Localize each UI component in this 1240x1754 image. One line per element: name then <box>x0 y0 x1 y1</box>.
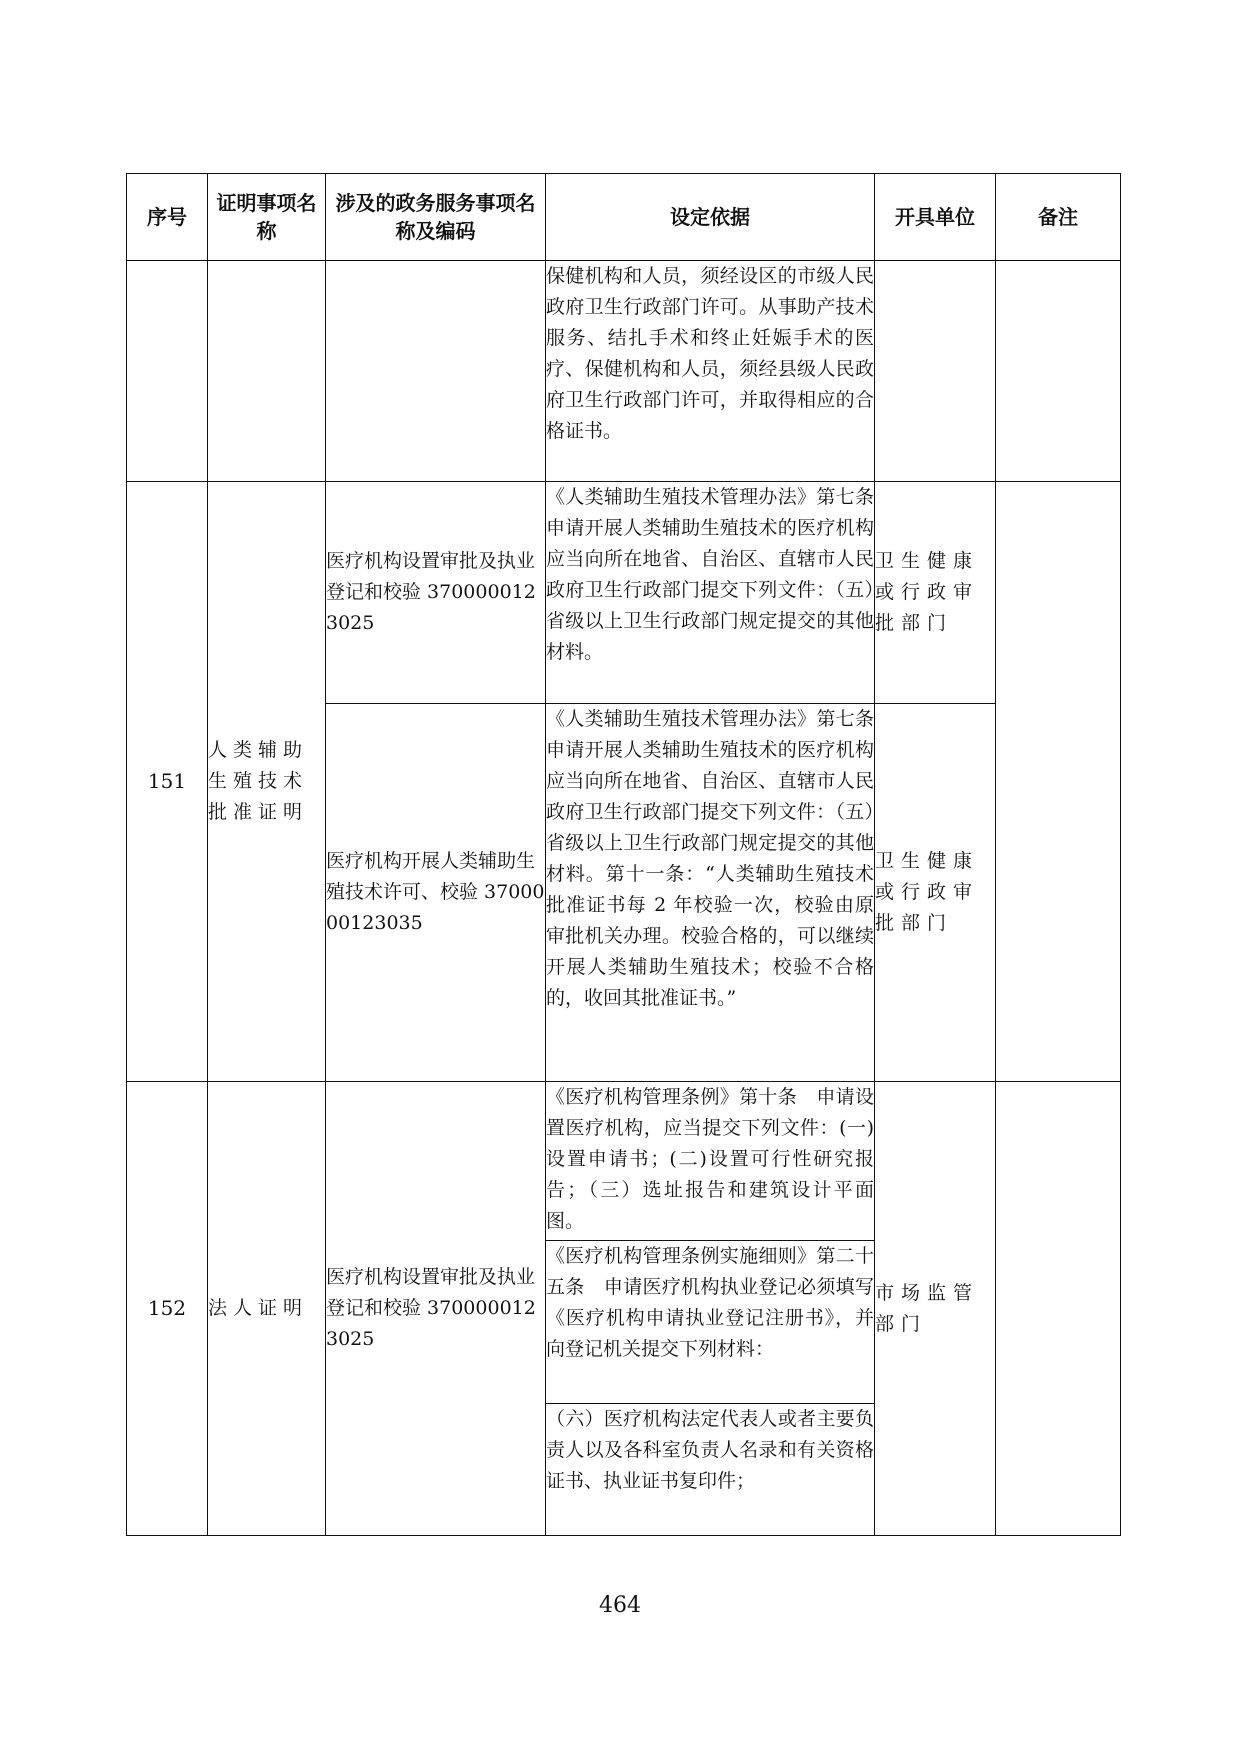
basis-cell: （六）医疗机构法定代表人或者主要负责人以及各科室负责人名录和有关资格证书、执业证书复印件； <box>546 1404 875 1536</box>
table-row <box>127 482 1121 704</box>
remark-cell <box>996 482 1121 1082</box>
issuing-unit-cell: 卫生健康或行政审批部门 <box>875 704 996 1082</box>
seq-cell <box>127 261 208 482</box>
service-cell: 医疗机构设置审批及执业登记和校验 3700000123025 <box>326 1082 546 1536</box>
service-cell: 医疗机构设置审批及执业登记和校验 3700000123025 <box>326 482 546 704</box>
certificate-name-cell <box>208 261 326 482</box>
issuing-unit-cell: 市场监管部门 <box>875 1082 996 1536</box>
page-number: 464 <box>599 1593 641 1618</box>
header-certificate-name: 证明事项名称 <box>208 174 326 261</box>
seq-cell: 152 <box>127 1082 208 1536</box>
remark-cell <box>996 261 1121 482</box>
basis-cell: 保健机构和人员，须经设区的市级人民政府卫生行政部门许可。从事助产技术服务、结扎手术和终止妊娠手术的医疗、保健机构和人员，须经县级人民政府卫生行政部门许可，并取得相应的合格证书。 <box>546 261 875 482</box>
basis-cell: 《人类辅助生殖技术管理办法》第七条 申请开展人类辅助生殖技术的医疗机构应当向所在地省、自治区、直辖市人民政府卫生行政部门提交下列文件：（五）省级以上卫生行政部门规定提交的其他材料。第十一条：“人类辅助生殖技术批准证书每 2 年校验一次，校验由原审批机关办理。校验合格的，可以继续开展人类辅助生殖技术；校验不合格的，收回其批准证书。” <box>546 704 875 1082</box>
table-row <box>127 1082 1121 1241</box>
table-header-row <box>127 174 1121 261</box>
header-remark: 备注 <box>996 174 1121 261</box>
certificate-name-cell: 法人证明 <box>208 1082 326 1536</box>
header-service-name-code: 涉及的政务服务事项名称及编码 <box>326 174 546 261</box>
seq-cell: 151 <box>127 482 208 1082</box>
basis-cell: 《医疗机构管理条例实施细则》第二十五条 申请医疗机构执业登记必须填写《医疗机构申请执业登记注册书》，并向登记机关提交下列材料： <box>546 1241 875 1404</box>
issuing-unit-cell: 卫生健康或行政审批部门 <box>875 482 996 704</box>
table-row-continuation <box>127 261 1121 482</box>
header-issuing-unit: 开具单位 <box>875 174 996 261</box>
remark-cell <box>996 1082 1121 1536</box>
header-seq: 序号 <box>127 174 208 261</box>
service-cell: 医疗机构开展人类辅助生殖技术许可、校验 3700000123035 <box>326 704 546 1082</box>
header-basis: 设定依据 <box>546 174 875 261</box>
basis-cell: 《医疗机构管理条例》第十条 申请设置医疗机构，应当提交下列文件：(一)设置申请书；(二)设置可行性研究报告；（三）选址报告和建筑设计平面图。 <box>546 1082 875 1241</box>
certificate-name-cell: 人类辅助生殖技术批准证明 <box>208 482 326 1082</box>
basis-cell: 《人类辅助生殖技术管理办法》第七条 申请开展人类辅助生殖技术的医疗机构应当向所在地省、自治区、直辖市人民政府卫生行政部门提交下列文件：（五）省级以上卫生行政部门规定提交的其他材料。 <box>546 482 875 704</box>
service-cell <box>326 261 546 482</box>
certificate-items-table <box>126 173 1121 1536</box>
issuing-unit-cell <box>875 261 996 482</box>
